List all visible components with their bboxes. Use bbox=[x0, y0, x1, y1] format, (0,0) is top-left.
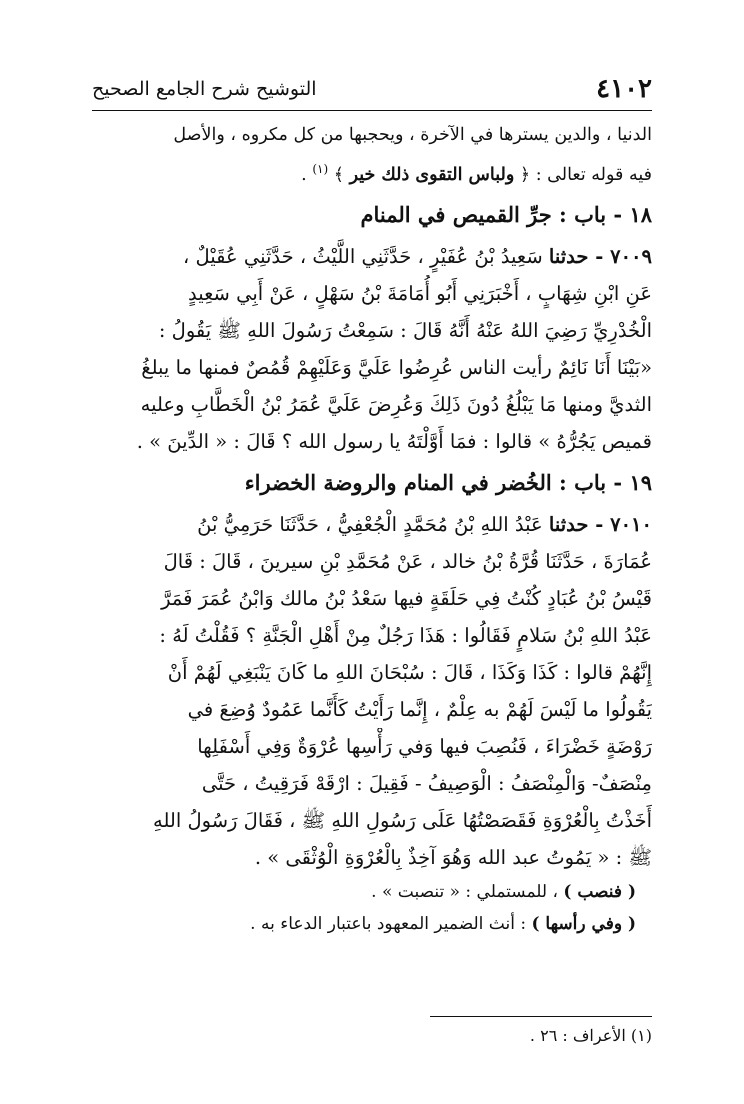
hadith-7009-line-6: قميص يَجُرُّهُ » قالوا : فمَا أَوَّلْتَهُ يا رسول الله ؟ قَالَ : « الدِّينَ » . bbox=[136, 429, 652, 453]
footnote: (١) الأعراف : ٢٦ . bbox=[529, 1026, 652, 1045]
page-number: ٤١٠٢ bbox=[596, 74, 652, 104]
hadith-7009-line-3: الْخُدْرِيِّ رَضِيَ اللهُ عَنْهُ أَنَّهُ قَالَ : سَمِعْتُ رَسُولَ اللهِ ﷺ يَقُولُ : bbox=[158, 318, 652, 342]
hadith-7010-line-6: يَقُولُوا ما لَيْسَ لَهُمْ به عِلْمٌ ، إِنَّما رَأَيْتُ كَأَنَّما عَمُودٌ وُضِعَ في bbox=[187, 697, 652, 721]
note-term: ( وفي رأسها ) bbox=[531, 913, 636, 934]
footnote-reference: (١) bbox=[312, 162, 329, 176]
intro-line-2 bbox=[92, 152, 652, 192]
chapter-19-title: ١٩ - باب : الخُضر في المنام والروضة الخضراء bbox=[244, 469, 652, 495]
intro-line-2-end: . bbox=[301, 164, 307, 185]
footnote-rule bbox=[430, 1016, 652, 1017]
hadith-7010-line-7: رَوْضَةٍ خَضْرَاءَ ، فَنُصِبَ فيها وَفي رَأْسِها عُرْوَةٌ وَفِي أَسْفَلِها bbox=[197, 734, 652, 758]
intro-line-2-suffix: ﴾ bbox=[333, 164, 344, 185]
hadith-7010-line-2: عُمَارَةَ ، حَدَّثَنَا قُرَّةُ بْنُ خالد ، عَنْ مُحَمَّدِ بْنِ سيرينَ ، قَالَ : قَالَ bbox=[163, 549, 652, 573]
hadith-7009-number: ٧٠٠٩ - حدثنا bbox=[548, 244, 652, 268]
hadith-7010-line-1-text: عَبْدُ اللهِ بْنُ مُحَمَّدٍ الْجُعْفِيُّ ، حَدَّثَنَا حَرَمِيُّ بْنُ bbox=[197, 512, 549, 536]
hadith-7009-line-4: «بَيْنَا أَنَا نَائِمٌ رأيت الناس عُرِضُوا عَلَيَّ وَعَلَيْهِمْ قُمُصٌ فمنها ما يبلغُ bbox=[141, 355, 652, 379]
hadith-7010-line-3: قَيْسُ بْنُ عُبَادٍ كُنْتُ فِي حَلَقَةٍ فيها سَعْدُ بْنُ مالك وَابْنُ عُمَرَ فَمَرَّ bbox=[161, 586, 652, 610]
commentary-note bbox=[92, 908, 652, 940]
note-term: ( فنصب ) bbox=[563, 881, 636, 902]
chapter-18-title: ١٨ - باب : جرِّ القميص في المنام bbox=[360, 201, 652, 227]
hadith-7010-line-1 bbox=[92, 506, 652, 543]
book-title: التوشيح شرح الجامع الصحيح bbox=[92, 78, 317, 100]
intro-line-2-prefix: فيه قوله تعالى : ﴿ bbox=[519, 164, 652, 185]
hadith-7010-number: ٧٠١٠ - حدثنا bbox=[548, 512, 652, 536]
hadith-7009-line-2: عَنِ ابْنِ شِهَابٍ ، أَخْبَرَنِي أَبُو أُمَامَةَ بْنُ سَهْلٍ ، عَنْ أَبِي سَعِيدٍ bbox=[188, 281, 652, 305]
quran-verse: ولباس التقوى ذلك خير bbox=[349, 164, 515, 185]
hadith-7010-line-9: أَخَذْتُ بِالْعُرْوَةِ فَقَصَصْتُهُا عَلَى رَسُولِ اللهِ ﷺ ، فَقَالَ رَسُولُ اللهِ bbox=[152, 808, 652, 832]
hadith-7010-line-10: ﷺ : « يَمُوتُ عبد الله وَهُوَ آخِذٌ بِالْعُرْوَةِ الْوُثْقَى » . bbox=[254, 845, 652, 869]
hadith-7010-line-4: عَبْدُ اللهِ بْنُ سَلامٍ فَقَالُوا : هَذَا رَجُلٌ مِنْ أَهْلِ الْجَنَّةِ ؟ فَقُلْتُ لَهُ : bbox=[159, 623, 652, 647]
hadith-7010-line-5: إِنَّهُمْ قالوا : كَذَا وَكَذَا ، قَالَ : سُبْحَانَ اللهِ ما كَانَ يَنْبَغِي لَهُمْ أَنْ bbox=[167, 660, 652, 684]
note-text: ، للمستملي : « تنصبت » . bbox=[371, 881, 564, 902]
page-body bbox=[92, 118, 652, 940]
page-header bbox=[92, 72, 652, 106]
note-text: : أنث الضمير المعهود باعتبار الدعاء به . bbox=[250, 913, 532, 934]
hadith-7009-line-5: الثديَّ ومنها مَا يَبْلُغُ دُونَ ذَلِكَ وَعُرِضَ عَلَيَّ عُمَرُ بْنُ الْخَطَّابِ وعليه bbox=[140, 392, 652, 416]
hadith-7009-line-1 bbox=[92, 238, 652, 275]
header-rule bbox=[92, 110, 652, 111]
hadith-7009-line-1-text: سَعِيدُ بْنُ عُفَيْرٍ ، حَدَّثَنِي اللَّيْثُ ، حَدَّثَنِي عُقَيْلٌ ، bbox=[183, 244, 549, 268]
hadith-7010-line-8: مِنْصَفٌ- وَالْمِنْصَفُ : الْوَصِيفُ - فَقِيلَ : ارْقَهْ فَرَقِيتُ ، حَتَّى bbox=[201, 771, 652, 795]
commentary-note bbox=[92, 876, 652, 908]
intro-line-1: الدنيا ، والدين يسترها في الآخرة ، ويحجبها من كل مكروه ، والأصل bbox=[173, 125, 652, 145]
